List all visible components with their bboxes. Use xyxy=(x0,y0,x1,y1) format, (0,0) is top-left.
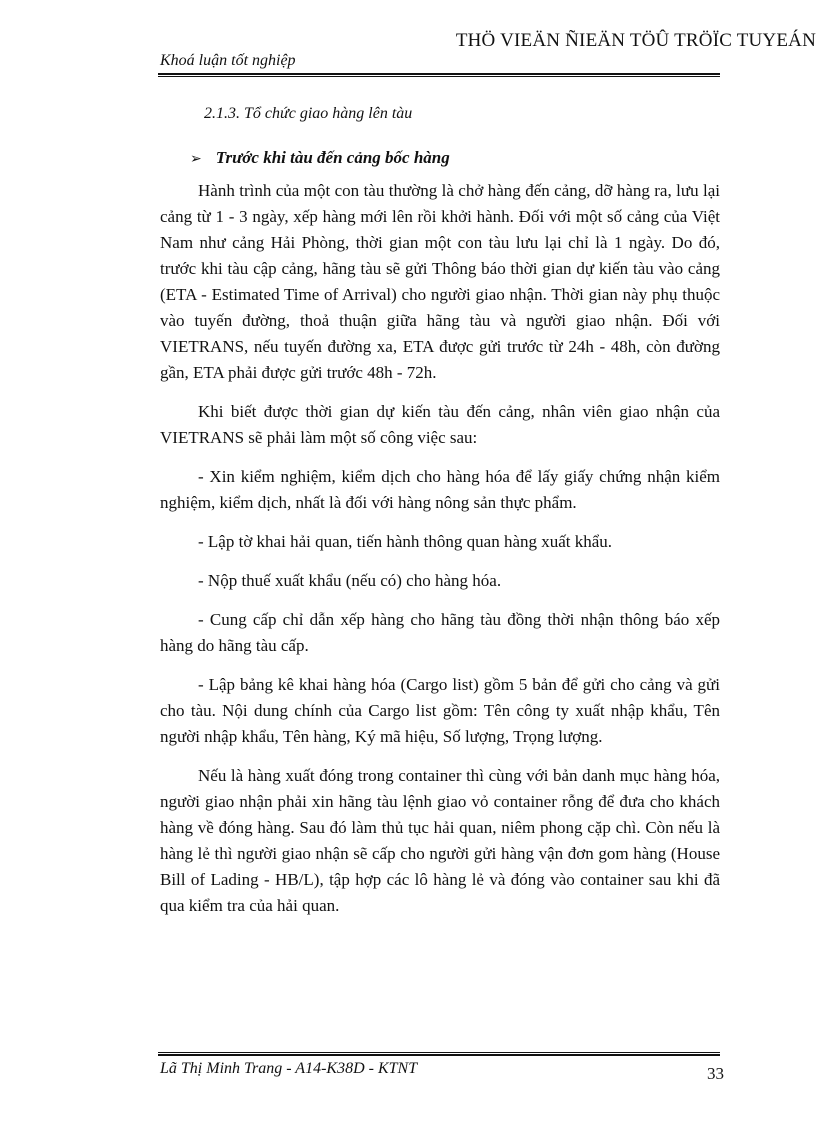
header-left-text: Khoá luận tốt nghiệp xyxy=(160,52,296,69)
page-number: 33 xyxy=(707,1064,724,1083)
subheading-text: Trước khi tàu đến cảng bốc hàng xyxy=(215,148,450,167)
footer-rule xyxy=(158,1052,720,1056)
footer-author: Lã Thị Minh Trang - A14-K38D - KTNT xyxy=(160,1060,418,1077)
subheading xyxy=(190,148,450,168)
task-item-export-tax: - Nộp thuế xuất khẩu (nếu có) cho hàng hóa. xyxy=(198,571,502,590)
body-content xyxy=(160,178,720,932)
header-rule xyxy=(158,73,720,77)
paragraph-tasks-intro: Khi biết được thời gian dự kiến tàu đến cảng, nhân viên giao nhận của VIETRANS sẽ phải làm một số công việc sau: xyxy=(160,402,720,447)
paragraph-container: Nếu là hàng xuất đóng trong container thì cùng với bản danh mục hàng hóa, người giao nhận phải xin hãng tàu lệnh giao vỏ container rỗng để đưa cho khách hàng về đóng hàng. Sau đó làm thủ tục hải quan, niêm phong cặp chì. Còn nếu là hàng lẻ thì người giao nhận sẽ cấp cho người gửi hàng vận đơn gom hàng (House Bill of Lading - HB/L), tập hợp các lô hàng lẻ và đóng vào container sau khi đã qua kiểm tra của hải quan. xyxy=(160,766,720,915)
section-heading: 2.1.3. Tổ chức giao hàng lên tàu xyxy=(204,105,413,122)
paragraph-eta: Hành trình của một con tàu thường là chở hàng đến cảng, dỡ hàng ra, lưu lại cảng từ 1 - 3 ngày, xếp hàng mới lên rồi khởi hành. Đối với một số cảng của Việt Nam như cảng Hải Phòng, thời gian một con tàu lưu lại chỉ là 1 ngày. Do đó, trước khi tàu cập cảng, hãng tàu sẽ gửi Thông báo thời gian dự kiến tàu vào cảng (ETA - Estimated Time of Arrival) cho người giao nhận. Thời gian này phụ thuộc vào tuyến đường, thoả thuận giữa hãng tàu và người giao nhận. Đối với VIETRANS, nếu tuyến đường xa, ETA được gửi trước từ 24h - 48h, còn đường gần, ETA phải được gửi trước 48h - 72h. xyxy=(160,181,720,382)
task-item-cargo-list: - Lập bảng kê khai hàng hóa (Cargo list) gồm 5 bản để gửi cho cảng và gửi cho tàu. Nội dung chính của Cargo list gồm: Tên công ty xuất nhập khẩu, Tên người nhập khẩu, Tên hàng, Ký mã hiệu, Số lượng, Trọng lượng. xyxy=(160,675,720,746)
header-right-text: THÖ VIEÄN ÑIEÄN TÖÛ TRÖÏC TUYEÁN xyxy=(455,30,816,51)
arrow-bullet-icon: ➢ xyxy=(190,152,202,167)
task-item-inspection: - Xin kiểm nghiệm, kiểm dịch cho hàng hóa để lấy giấy chứng nhận kiểm nghiệm, kiểm dịch, nhất là đối với hàng nông sản thực phẩm. xyxy=(160,467,720,512)
task-item-loading-instructions: - Cung cấp chỉ dẫn xếp hàng cho hãng tàu đồng thời nhận thông báo xếp hàng do hãng tàu cấp. xyxy=(160,610,720,655)
task-item-customs-declaration: - Lập tờ khai hải quan, tiến hành thông quan hàng xuất khẩu. xyxy=(198,532,613,551)
